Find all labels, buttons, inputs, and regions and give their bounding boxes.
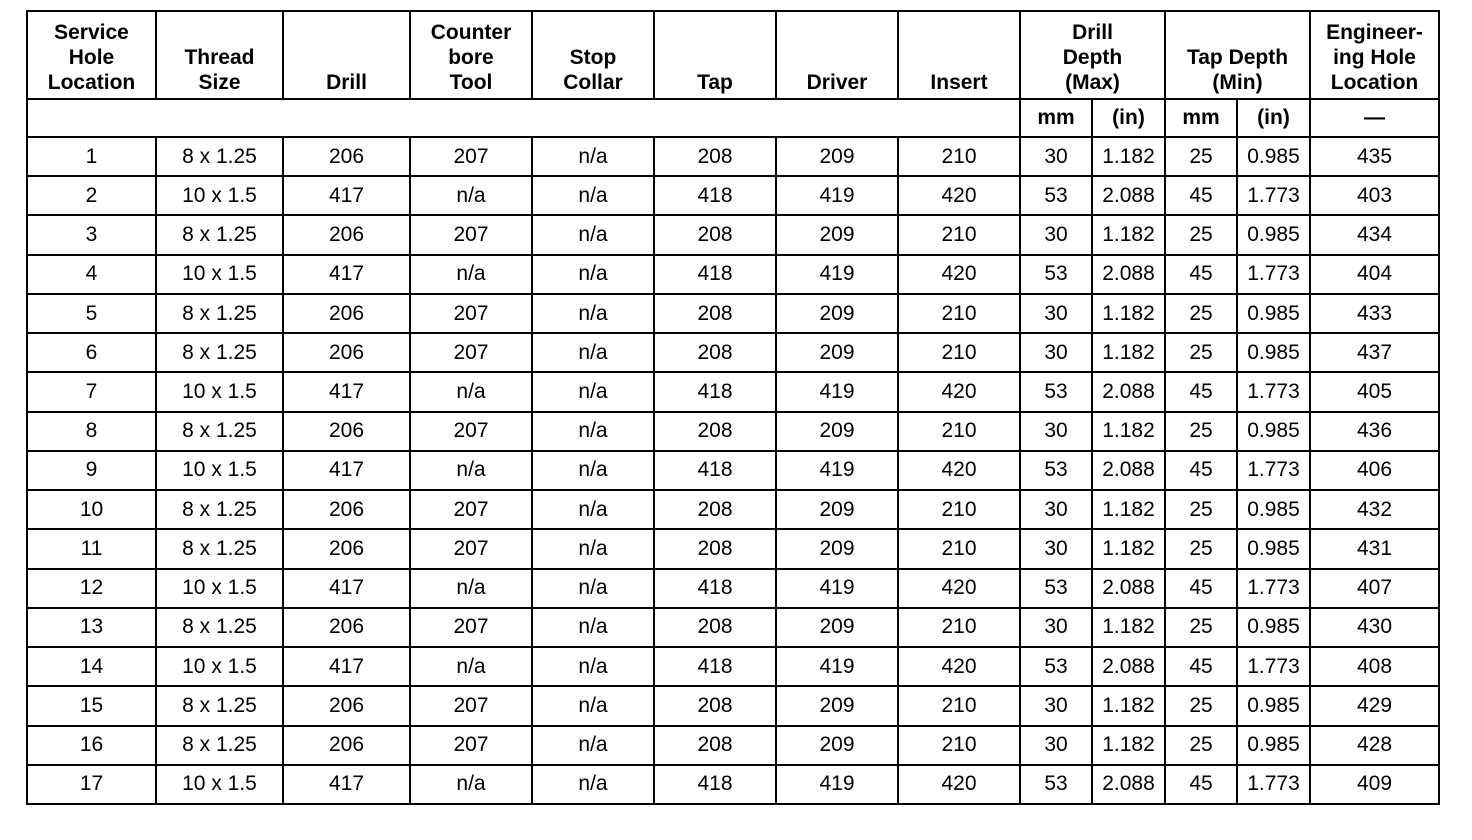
header-line: Location [47, 71, 136, 94]
cell-engineering-hole-location: 403 [1310, 176, 1439, 215]
cell-drill-depth-in: 1.182 [1092, 412, 1165, 451]
table-row [27, 215, 1439, 254]
cell-drill: 417 [283, 765, 410, 804]
cell-tap: 418 [654, 372, 776, 411]
cell-drill-depth-mm: 53 [1020, 176, 1092, 215]
table-row [27, 765, 1439, 804]
cell-tap-depth-mm: 25 [1165, 412, 1237, 451]
cell-counterbore-tool: n/a [410, 451, 532, 490]
cell-driver: 419 [776, 372, 898, 411]
cell-engineering-hole-location: 435 [1310, 137, 1439, 176]
cell-thread-size: 8 x 1.25 [156, 412, 283, 451]
cell-engineering-hole-location: 408 [1310, 647, 1439, 686]
cell-stop-collar: n/a [532, 412, 654, 451]
cell-counterbore-tool: n/a [410, 372, 532, 411]
cell-drill-depth-in: 1.182 [1092, 215, 1165, 254]
cell-service-hole-location: 10 [27, 490, 156, 529]
cell-counterbore-tool: n/a [410, 255, 532, 294]
cell-stop-collar: n/a [532, 176, 654, 215]
cell-counterbore-tool: 207 [410, 215, 532, 254]
cell-stop-collar: n/a [532, 765, 654, 804]
cell-engineering-hole-location: 433 [1310, 294, 1439, 333]
cell-insert: 210 [898, 608, 1020, 647]
cell-engineering-hole-location: 434 [1310, 215, 1439, 254]
cell-insert: 420 [898, 176, 1020, 215]
cell-tap-depth-mm: 45 [1165, 255, 1237, 294]
cell-engineering-hole-location: 436 [1310, 412, 1439, 451]
unit-tap-depth-in: (in) [1237, 99, 1310, 137]
cell-service-hole-location: 9 [27, 451, 156, 490]
cell-drill-depth-mm: 30 [1020, 608, 1092, 647]
cell-stop-collar: n/a [532, 137, 654, 176]
cell-drill-depth-mm: 53 [1020, 255, 1092, 294]
cell-counterbore-tool: 207 [410, 294, 532, 333]
cell-insert: 210 [898, 137, 1020, 176]
cell-insert: 420 [898, 372, 1020, 411]
cell-service-hole-location: 5 [27, 294, 156, 333]
cell-tap: 418 [654, 647, 776, 686]
table-row [27, 726, 1439, 765]
header-line: Collar [563, 71, 623, 94]
header-line: Service [54, 21, 129, 44]
cell-engineering-hole-location: 430 [1310, 608, 1439, 647]
cell-engineering-hole-location: 429 [1310, 686, 1439, 725]
table-body [27, 137, 1439, 804]
cell-drill-depth-in: 1.182 [1092, 529, 1165, 568]
cell-tap: 208 [654, 412, 776, 451]
cell-stop-collar: n/a [532, 569, 654, 608]
units-blank-cell [27, 99, 1020, 137]
cell-drill-depth-mm: 53 [1020, 451, 1092, 490]
cell-driver: 209 [776, 333, 898, 372]
cell-tap: 208 [654, 608, 776, 647]
cell-drill-depth-mm: 53 [1020, 569, 1092, 608]
cell-counterbore-tool: 207 [410, 333, 532, 372]
cell-tap-depth-mm: 25 [1165, 686, 1237, 725]
cell-counterbore-tool: n/a [410, 176, 532, 215]
cell-tap-depth-in: 1.773 [1237, 372, 1310, 411]
cell-insert: 420 [898, 569, 1020, 608]
cell-drill-depth-mm: 53 [1020, 765, 1092, 804]
cell-tap-depth-mm: 45 [1165, 372, 1237, 411]
cell-tap-depth-in: 0.985 [1237, 294, 1310, 333]
unit-drill-depth-in: (in) [1092, 99, 1165, 137]
cell-tap: 418 [654, 176, 776, 215]
cell-tap: 208 [654, 294, 776, 333]
cell-insert: 420 [898, 255, 1020, 294]
cell-thread-size: 8 x 1.25 [156, 726, 283, 765]
cell-drill: 206 [283, 529, 410, 568]
cell-tap-depth-in: 0.985 [1237, 686, 1310, 725]
cell-tap-depth-mm: 45 [1165, 765, 1237, 804]
cell-thread-size: 8 x 1.25 [156, 333, 283, 372]
cell-tap-depth-in: 0.985 [1237, 490, 1310, 529]
cell-thread-size: 10 x 1.5 [156, 569, 283, 608]
cell-stop-collar: n/a [532, 726, 654, 765]
cell-counterbore-tool: 207 [410, 529, 532, 568]
header-counterbore-tool [410, 11, 532, 99]
header-stop-collar [532, 11, 654, 99]
header-line: Stop [569, 46, 617, 69]
cell-insert: 210 [898, 726, 1020, 765]
cell-service-hole-location: 3 [27, 215, 156, 254]
cell-drill-depth-in: 1.182 [1092, 137, 1165, 176]
header-drill-depth-max [1020, 11, 1165, 99]
cell-service-hole-location: 6 [27, 333, 156, 372]
units-row [27, 99, 1439, 137]
cell-tap-depth-mm: 45 [1165, 569, 1237, 608]
cell-tap-depth-mm: 25 [1165, 608, 1237, 647]
cell-insert: 420 [898, 451, 1020, 490]
table-row [27, 608, 1439, 647]
cell-thread-size: 10 x 1.5 [156, 176, 283, 215]
cell-drill-depth-mm: 53 [1020, 372, 1092, 411]
header-line: Depth [1062, 46, 1123, 69]
cell-tap: 418 [654, 451, 776, 490]
cell-tap-depth-mm: 25 [1165, 333, 1237, 372]
cell-tap-depth-in: 0.985 [1237, 529, 1310, 568]
header-line: (Max) [1065, 71, 1120, 94]
cell-drill-depth-in: 1.182 [1092, 608, 1165, 647]
cell-drill: 206 [283, 333, 410, 372]
cell-drill-depth-in: 2.088 [1092, 451, 1165, 490]
cell-counterbore-tool: n/a [410, 569, 532, 608]
cell-service-hole-location: 14 [27, 647, 156, 686]
cell-thread-size: 10 x 1.5 [156, 765, 283, 804]
cell-insert: 210 [898, 333, 1020, 372]
cell-service-hole-location: 2 [27, 176, 156, 215]
cell-service-hole-location: 11 [27, 529, 156, 568]
table-row [27, 686, 1439, 725]
cell-stop-collar: n/a [532, 686, 654, 725]
header-line: Drill [326, 71, 367, 94]
table-row [27, 255, 1439, 294]
cell-stop-collar: n/a [532, 255, 654, 294]
cell-driver: 209 [776, 686, 898, 725]
table-row [27, 529, 1439, 568]
cell-drill: 206 [283, 412, 410, 451]
cell-stop-collar: n/a [532, 647, 654, 686]
cell-insert: 210 [898, 490, 1020, 529]
cell-drill-depth-mm: 30 [1020, 412, 1092, 451]
cell-tap: 208 [654, 529, 776, 568]
cell-insert: 210 [898, 686, 1020, 725]
tool-specification-table [26, 10, 1440, 805]
header-line: bore [448, 46, 494, 69]
cell-counterbore-tool: 207 [410, 490, 532, 529]
header-line: Counter [430, 21, 512, 44]
cell-drill: 417 [283, 569, 410, 608]
cell-insert: 210 [898, 215, 1020, 254]
cell-driver: 209 [776, 608, 898, 647]
cell-thread-size: 8 x 1.25 [156, 215, 283, 254]
header-line: Insert [930, 71, 988, 94]
cell-stop-collar: n/a [532, 490, 654, 529]
cell-drill-depth-mm: 30 [1020, 333, 1092, 372]
cell-drill-depth-mm: 30 [1020, 294, 1092, 333]
cell-driver: 209 [776, 412, 898, 451]
cell-engineering-hole-location: 437 [1310, 333, 1439, 372]
cell-drill: 206 [283, 137, 410, 176]
cell-tap: 208 [654, 333, 776, 372]
cell-counterbore-tool: 207 [410, 137, 532, 176]
table-row [27, 490, 1439, 529]
header-drill [283, 11, 410, 99]
cell-insert: 420 [898, 765, 1020, 804]
cell-tap-depth-mm: 25 [1165, 726, 1237, 765]
cell-drill-depth-in: 2.088 [1092, 176, 1165, 215]
cell-stop-collar: n/a [532, 294, 654, 333]
cell-driver: 209 [776, 529, 898, 568]
header-thread-size [156, 11, 283, 99]
cell-engineering-hole-location: 428 [1310, 726, 1439, 765]
cell-drill-depth-in: 2.088 [1092, 569, 1165, 608]
cell-service-hole-location: 8 [27, 412, 156, 451]
cell-tap-depth-in: 1.773 [1237, 765, 1310, 804]
cell-driver: 209 [776, 137, 898, 176]
cell-tap-depth-mm: 45 [1165, 451, 1237, 490]
cell-driver: 419 [776, 176, 898, 215]
table-row [27, 412, 1439, 451]
cell-tap: 208 [654, 686, 776, 725]
cell-service-hole-location: 13 [27, 608, 156, 647]
cell-driver: 419 [776, 569, 898, 608]
cell-thread-size: 10 x 1.5 [156, 647, 283, 686]
cell-tap-depth-in: 0.985 [1237, 608, 1310, 647]
header-line: Drill [1072, 21, 1113, 44]
cell-driver: 209 [776, 294, 898, 333]
cell-insert: 210 [898, 412, 1020, 451]
cell-thread-size: 8 x 1.25 [156, 686, 283, 725]
header-line: Driver [806, 71, 868, 94]
cell-drill-depth-mm: 30 [1020, 686, 1092, 725]
cell-tap: 208 [654, 490, 776, 529]
header-row [27, 11, 1439, 99]
cell-drill-depth-in: 1.182 [1092, 294, 1165, 333]
cell-thread-size: 8 x 1.25 [156, 608, 283, 647]
table-row [27, 137, 1439, 176]
cell-drill-depth-mm: 53 [1020, 647, 1092, 686]
cell-driver: 209 [776, 490, 898, 529]
cell-drill: 417 [283, 647, 410, 686]
cell-counterbore-tool: 207 [410, 412, 532, 451]
header-line: ing Hole [1333, 46, 1416, 69]
cell-drill-depth-in: 1.182 [1092, 726, 1165, 765]
cell-tap-depth-in: 1.773 [1237, 451, 1310, 490]
cell-engineering-hole-location: 432 [1310, 490, 1439, 529]
cell-insert: 420 [898, 647, 1020, 686]
cell-counterbore-tool: n/a [410, 647, 532, 686]
cell-tap-depth-in: 0.985 [1237, 726, 1310, 765]
header-line: Location [1330, 71, 1419, 94]
cell-thread-size: 10 x 1.5 [156, 451, 283, 490]
header-line: Size [198, 71, 241, 94]
cell-stop-collar: n/a [532, 215, 654, 254]
cell-drill-depth-in: 1.182 [1092, 686, 1165, 725]
header-line: Tap [697, 71, 733, 94]
cell-thread-size: 8 x 1.25 [156, 490, 283, 529]
cell-tap: 208 [654, 137, 776, 176]
cell-tap-depth-in: 1.773 [1237, 647, 1310, 686]
cell-insert: 210 [898, 529, 1020, 568]
cell-service-hole-location: 17 [27, 765, 156, 804]
cell-stop-collar: n/a [532, 372, 654, 411]
cell-driver: 419 [776, 451, 898, 490]
cell-tap: 418 [654, 569, 776, 608]
cell-counterbore-tool: n/a [410, 765, 532, 804]
cell-tap: 418 [654, 255, 776, 294]
cell-service-hole-location: 1 [27, 137, 156, 176]
cell-tap-depth-in: 1.773 [1237, 255, 1310, 294]
cell-service-hole-location: 12 [27, 569, 156, 608]
table-row [27, 647, 1439, 686]
table-row [27, 372, 1439, 411]
header-line: Thread [184, 46, 255, 69]
cell-counterbore-tool: 207 [410, 686, 532, 725]
cell-drill-depth-mm: 30 [1020, 529, 1092, 568]
cell-insert: 210 [898, 294, 1020, 333]
cell-engineering-hole-location: 405 [1310, 372, 1439, 411]
cell-engineering-hole-location: 431 [1310, 529, 1439, 568]
table-row [27, 294, 1439, 333]
cell-tap-depth-mm: 25 [1165, 294, 1237, 333]
cell-thread-size: 8 x 1.25 [156, 529, 283, 568]
cell-counterbore-tool: 207 [410, 608, 532, 647]
cell-tap-depth-mm: 25 [1165, 215, 1237, 254]
table-row [27, 451, 1439, 490]
cell-engineering-hole-location: 406 [1310, 451, 1439, 490]
cell-drill: 417 [283, 255, 410, 294]
cell-tap-depth-in: 0.985 [1237, 412, 1310, 451]
cell-thread-size: 8 x 1.25 [156, 294, 283, 333]
cell-driver: 209 [776, 215, 898, 254]
header-tap [654, 11, 776, 99]
cell-service-hole-location: 4 [27, 255, 156, 294]
header-insert [898, 11, 1020, 99]
cell-drill-depth-in: 2.088 [1092, 255, 1165, 294]
header-driver [776, 11, 898, 99]
cell-tap-depth-mm: 25 [1165, 529, 1237, 568]
cell-stop-collar: n/a [532, 608, 654, 647]
cell-stop-collar: n/a [532, 529, 654, 568]
header-service-hole-location [27, 11, 156, 99]
cell-drill: 417 [283, 176, 410, 215]
cell-drill: 206 [283, 294, 410, 333]
unit-drill-depth-mm: mm [1020, 99, 1092, 137]
cell-drill-depth-in: 1.182 [1092, 333, 1165, 372]
cell-tap: 208 [654, 215, 776, 254]
cell-tap-depth-in: 0.985 [1237, 137, 1310, 176]
cell-drill: 206 [283, 215, 410, 254]
cell-drill: 206 [283, 608, 410, 647]
cell-tap-depth-mm: 45 [1165, 176, 1237, 215]
cell-drill: 417 [283, 372, 410, 411]
cell-driver: 419 [776, 255, 898, 294]
cell-drill-depth-mm: 30 [1020, 215, 1092, 254]
cell-drill-depth-mm: 30 [1020, 726, 1092, 765]
header-line: Hole [68, 46, 115, 69]
unit-engineering-dash: — [1310, 99, 1439, 137]
cell-engineering-hole-location: 409 [1310, 765, 1439, 804]
cell-engineering-hole-location: 404 [1310, 255, 1439, 294]
cell-counterbore-tool: 207 [410, 726, 532, 765]
cell-tap-depth-mm: 45 [1165, 647, 1237, 686]
cell-thread-size: 8 x 1.25 [156, 137, 283, 176]
cell-drill-depth-mm: 30 [1020, 490, 1092, 529]
cell-stop-collar: n/a [532, 451, 654, 490]
cell-service-hole-location: 16 [27, 726, 156, 765]
cell-thread-size: 10 x 1.5 [156, 372, 283, 411]
cell-tap-depth-mm: 25 [1165, 137, 1237, 176]
cell-stop-collar: n/a [532, 333, 654, 372]
cell-engineering-hole-location: 407 [1310, 569, 1439, 608]
cell-drill-depth-mm: 30 [1020, 137, 1092, 176]
cell-tap-depth-in: 1.773 [1237, 176, 1310, 215]
cell-drill: 206 [283, 686, 410, 725]
cell-drill-depth-in: 1.182 [1092, 490, 1165, 529]
cell-service-hole-location: 7 [27, 372, 156, 411]
table-row [27, 333, 1439, 372]
header-line: Tool [449, 71, 493, 94]
cell-thread-size: 10 x 1.5 [156, 255, 283, 294]
cell-tap-depth-mm: 25 [1165, 490, 1237, 529]
cell-drill: 417 [283, 451, 410, 490]
cell-drill: 206 [283, 726, 410, 765]
cell-driver: 419 [776, 647, 898, 686]
table-row [27, 569, 1439, 608]
cell-tap-depth-in: 0.985 [1237, 215, 1310, 254]
unit-tap-depth-mm: mm [1165, 99, 1237, 137]
header-line: Engineer- [1326, 21, 1423, 44]
cell-driver: 419 [776, 765, 898, 804]
header-line: (Min) [1212, 71, 1263, 94]
header-tap-depth-min [1165, 11, 1310, 99]
cell-tap-depth-in: 1.773 [1237, 569, 1310, 608]
header-line: Tap Depth [1186, 46, 1289, 69]
cell-drill: 206 [283, 490, 410, 529]
cell-service-hole-location: 15 [27, 686, 156, 725]
cell-driver: 209 [776, 726, 898, 765]
table-row [27, 176, 1439, 215]
cell-drill-depth-in: 2.088 [1092, 765, 1165, 804]
cell-tap-depth-in: 0.985 [1237, 333, 1310, 372]
cell-drill-depth-in: 2.088 [1092, 372, 1165, 411]
cell-tap: 418 [654, 765, 776, 804]
cell-drill-depth-in: 2.088 [1092, 647, 1165, 686]
cell-tap: 208 [654, 726, 776, 765]
header-engineering-hole-location [1310, 11, 1439, 99]
